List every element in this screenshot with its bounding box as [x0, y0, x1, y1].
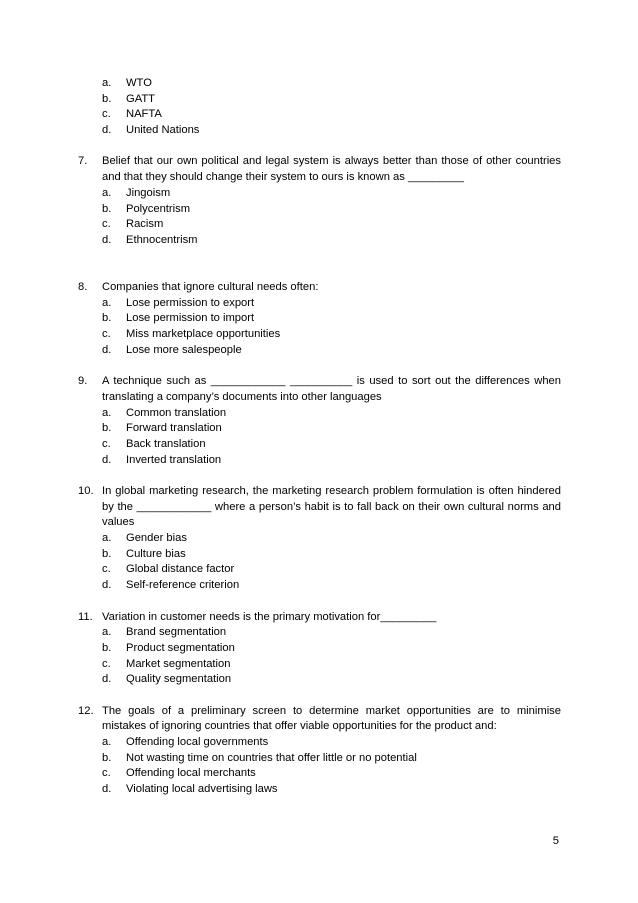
- question-text: Companies that ignore cultural needs often:: [102, 280, 319, 293]
- question-number: 11.: [78, 610, 93, 623]
- option: c. Miss marketplace opportunities: [102, 328, 281, 341]
- option: b. Culture bias: [102, 547, 186, 560]
- question-10: [78, 484, 561, 531]
- question-text: In global marketing research, the marketing research problem formulation is often hindered by the ____________ where a person’s habit is to fall back on their own cultural norms and values: [102, 484, 561, 529]
- option: b. Lose permission to import: [102, 312, 255, 325]
- option: d. Self-reference criterion: [102, 579, 240, 592]
- question-text: A technique such as ____________ __________ is used to sort out the differences when translating a company’s documents into other languages: [102, 375, 561, 403]
- option: c. Market segmentation: [102, 657, 231, 670]
- option: d. Quality segmentation: [102, 673, 232, 686]
- option: a. Common translation: [102, 406, 227, 419]
- question-number: 9.: [78, 375, 88, 388]
- option: a. Offending local governments: [102, 736, 269, 749]
- question-text: Belief that our own political and legal system is always better than those of other countries and that they should change their system to ours is known as _________: [102, 155, 561, 184]
- option: b. Polycentrism: [102, 202, 191, 215]
- option: c. NAFTA: [102, 108, 162, 121]
- question-11: [78, 610, 561, 626]
- option: c. Global distance factor: [102, 563, 235, 576]
- page-number: 5: [552, 835, 559, 847]
- question-12: [78, 704, 561, 735]
- question-number: 8.: [78, 280, 88, 293]
- option: b. GATT: [102, 92, 156, 105]
- question-text: Variation in customer needs is the primary motivation for_________: [102, 610, 437, 623]
- option: d. Violating local advertising laws: [102, 783, 278, 796]
- question-list: [78, 76, 561, 798]
- question-number: 12.: [78, 704, 94, 717]
- option: d. Lose more salespeople: [102, 343, 242, 356]
- option: c. Offending local merchants: [102, 767, 256, 780]
- option: a. WTO: [102, 77, 152, 89]
- option: b. Forward translation: [102, 422, 222, 435]
- option: b. Product segmentation: [102, 641, 235, 654]
- option: d. Inverted translation: [102, 453, 222, 466]
- option: b. Not wasting time on countries that offer little or no potential: [102, 751, 417, 764]
- option: c. Racism: [102, 218, 164, 231]
- option: a. Gender bias: [102, 532, 187, 545]
- continued-options: [78, 76, 561, 139]
- question-7: [78, 154, 561, 185]
- option: c. Back translation: [102, 437, 206, 450]
- option: a. Lose permission to export: [102, 296, 255, 309]
- option: d. Ethnocentrism: [102, 233, 198, 246]
- option: a. Jingoism: [102, 186, 171, 199]
- option: a. Brand segmentation: [102, 626, 227, 639]
- question-number: 7.: [78, 155, 88, 168]
- question-number: 10.: [78, 484, 94, 497]
- question-8: [78, 280, 561, 296]
- question-text: The goals of a preliminary screen to determine market opportunities are to minimise mistakes of ignoring countries that offer viable opportunities for the product and:: [102, 704, 561, 733]
- option: d. United Nations: [102, 124, 200, 137]
- question-9: [78, 374, 561, 405]
